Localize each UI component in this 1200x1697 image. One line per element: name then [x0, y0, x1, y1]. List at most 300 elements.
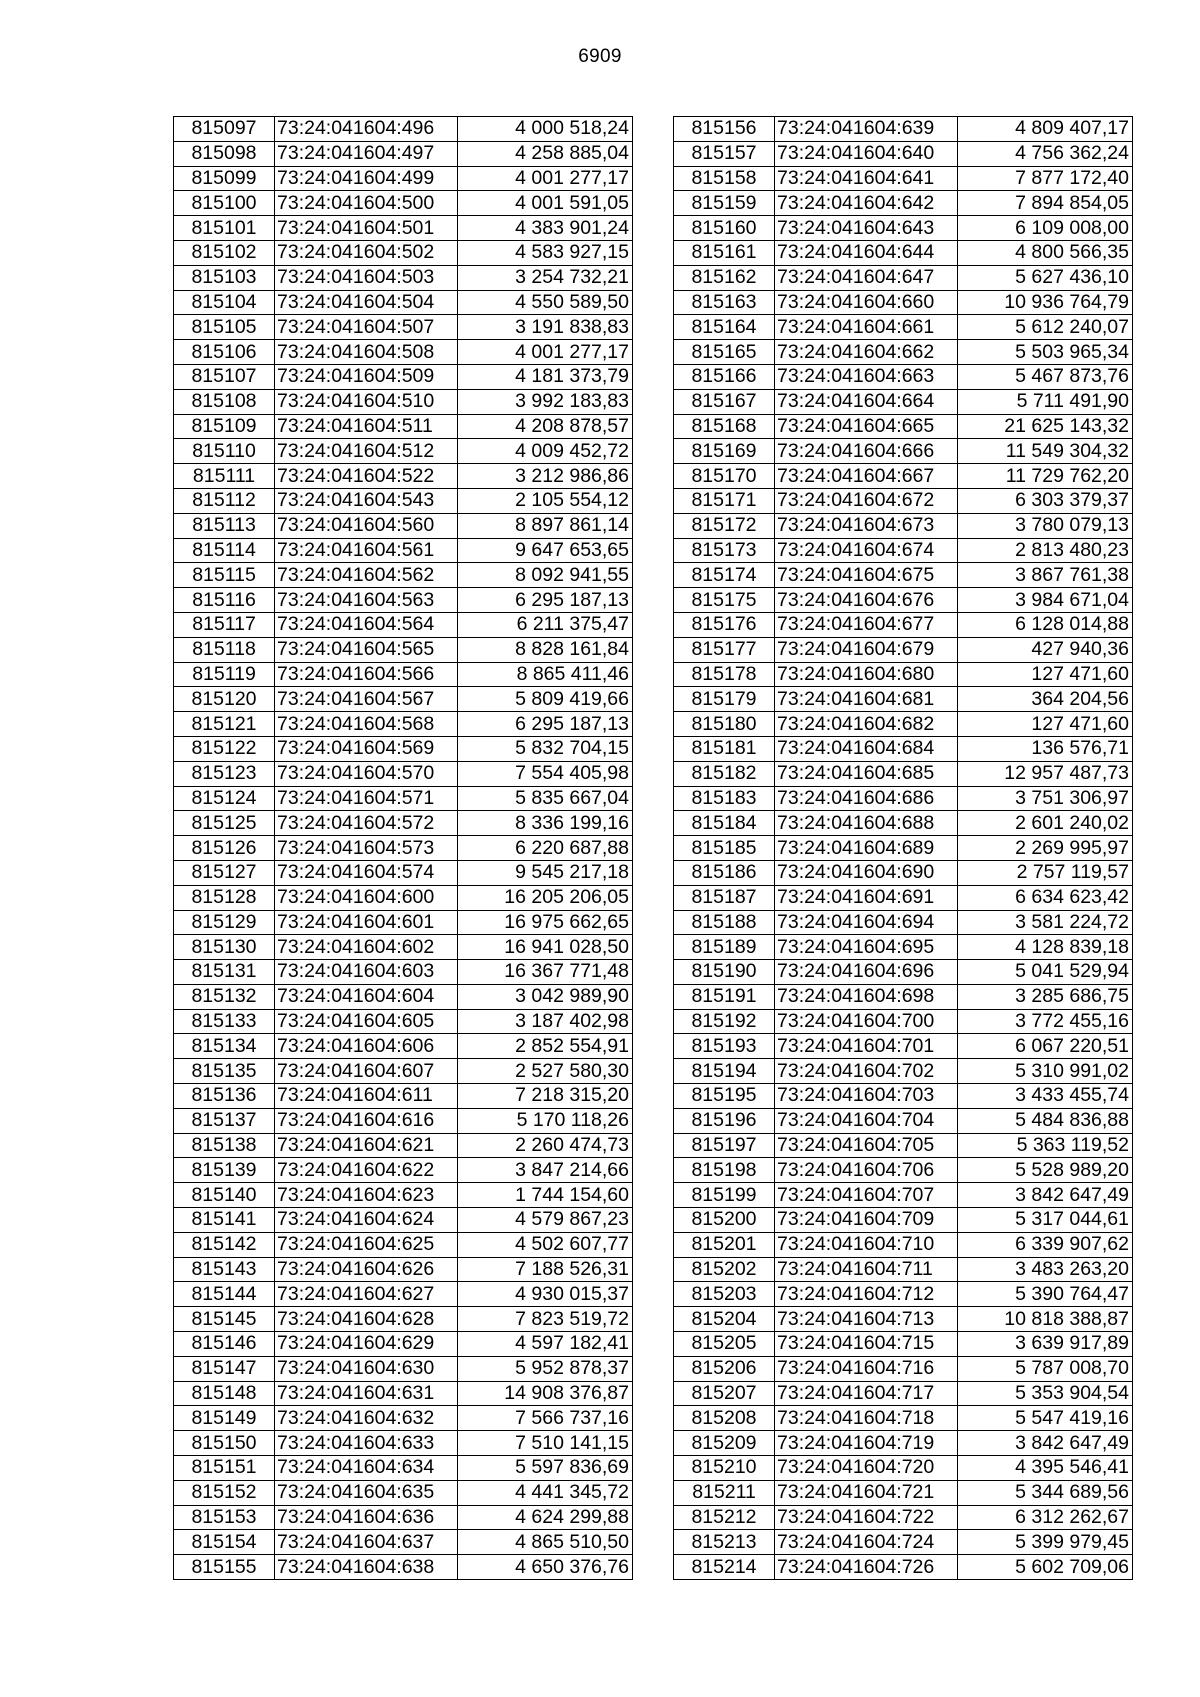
value-cell: 7 566 737,16	[458, 1406, 633, 1431]
table-row	[174, 1406, 633, 1431]
cadastral-number-cell: 73:24:041604:500	[275, 191, 458, 216]
record-number-cell: 815180	[674, 712, 775, 737]
value-cell: 4 597 182,41	[458, 1332, 633, 1357]
value-cell: 4 650 376,76	[458, 1555, 633, 1580]
record-number-cell: 815204	[674, 1307, 775, 1332]
table-row	[674, 1208, 1133, 1233]
cadastral-number-cell: 73:24:041604:574	[275, 860, 458, 885]
table-row	[174, 290, 633, 315]
value-cell: 6 339 907,62	[958, 1232, 1133, 1257]
table-row	[174, 1307, 633, 1332]
cadastral-number-cell: 73:24:041604:616	[275, 1108, 458, 1133]
value-cell: 5 390 764,47	[958, 1282, 1133, 1307]
cadastral-number-cell: 73:24:041604:702	[775, 1059, 958, 1084]
table-row	[174, 612, 633, 637]
record-number-cell: 815114	[174, 538, 275, 563]
value-cell: 7 510 141,15	[458, 1431, 633, 1456]
record-number-cell: 815197	[674, 1133, 775, 1158]
cadastral-number-cell: 73:24:041604:496	[275, 117, 458, 142]
record-number-cell: 815158	[674, 166, 775, 191]
table-row	[674, 637, 1133, 662]
table-row	[674, 340, 1133, 365]
table-row	[674, 1108, 1133, 1133]
cadastral-number-cell: 73:24:041604:675	[775, 563, 958, 588]
cadastral-number-cell: 73:24:041604:632	[275, 1406, 458, 1431]
record-number-cell: 815117	[174, 612, 275, 637]
table-row	[174, 439, 633, 464]
table-row	[174, 1332, 633, 1357]
value-cell: 5 399 979,45	[958, 1530, 1133, 1555]
record-number-cell: 815143	[174, 1257, 275, 1282]
value-cell: 3 187 402,98	[458, 1009, 633, 1034]
right-table-body	[674, 117, 1133, 1580]
record-number-cell: 815125	[174, 811, 275, 836]
cadastral-number-cell: 73:24:041604:710	[775, 1232, 958, 1257]
table-row	[674, 117, 1133, 142]
value-cell: 3 992 183,83	[458, 389, 633, 414]
value-cell: 7 823 519,72	[458, 1307, 633, 1332]
table-row	[174, 910, 633, 935]
value-cell: 8 092 941,55	[458, 563, 633, 588]
value-cell: 12 957 487,73	[958, 761, 1133, 786]
table-row	[674, 960, 1133, 985]
table-row	[674, 935, 1133, 960]
record-number-cell: 815148	[174, 1381, 275, 1406]
cadastral-number-cell: 73:24:041604:606	[275, 1034, 458, 1059]
value-cell: 2 260 474,73	[458, 1133, 633, 1158]
table-row	[674, 1456, 1133, 1481]
record-number-cell: 815184	[674, 811, 775, 836]
cadastral-number-cell: 73:24:041604:627	[275, 1282, 458, 1307]
table-row	[674, 563, 1133, 588]
record-number-cell: 815187	[674, 885, 775, 910]
record-number-cell: 815137	[174, 1108, 275, 1133]
record-number-cell: 815196	[674, 1108, 775, 1133]
cadastral-number-cell: 73:24:041604:639	[775, 117, 958, 142]
cadastral-number-cell: 73:24:041604:565	[275, 637, 458, 662]
value-cell: 5 787 008,70	[958, 1356, 1133, 1381]
table-row	[674, 1257, 1133, 1282]
value-cell: 5 832 704,15	[458, 736, 633, 761]
record-number-cell: 815171	[674, 488, 775, 513]
table-row	[174, 1232, 633, 1257]
record-number-cell: 815162	[674, 265, 775, 290]
record-number-cell: 815115	[174, 563, 275, 588]
cadastral-number-cell: 73:24:041604:684	[775, 736, 958, 761]
value-cell: 4 583 927,15	[458, 240, 633, 265]
record-number-cell: 815100	[174, 191, 275, 216]
cadastral-number-cell: 73:24:041604:677	[775, 612, 958, 637]
table-row	[674, 588, 1133, 613]
left-table-body	[174, 117, 633, 1580]
value-cell: 1 744 154,60	[458, 1183, 633, 1208]
record-number-cell: 815168	[674, 414, 775, 439]
record-number-cell: 815128	[174, 885, 275, 910]
value-cell: 6 634 623,42	[958, 885, 1133, 910]
cadastral-number-cell: 73:24:041604:647	[775, 265, 958, 290]
record-number-cell: 815123	[174, 761, 275, 786]
table-row	[674, 1282, 1133, 1307]
record-number-cell: 815144	[174, 1282, 275, 1307]
cadastral-number-cell: 73:24:041604:717	[775, 1381, 958, 1406]
record-number-cell: 815175	[674, 588, 775, 613]
cadastral-number-cell: 73:24:041604:641	[775, 166, 958, 191]
value-cell: 21 625 143,32	[958, 414, 1133, 439]
cadastral-number-cell: 73:24:041604:621	[275, 1133, 458, 1158]
cadastral-number-cell: 73:24:041604:713	[775, 1307, 958, 1332]
table-row	[674, 1307, 1133, 1332]
value-cell: 8 336 199,16	[458, 811, 633, 836]
value-cell: 3 433 455,74	[958, 1084, 1133, 1109]
cadastral-number-cell: 73:24:041604:502	[275, 240, 458, 265]
cadastral-number-cell: 73:24:041604:666	[775, 439, 958, 464]
table-row	[674, 166, 1133, 191]
table-row	[174, 1505, 633, 1530]
table-row	[674, 1034, 1133, 1059]
value-cell: 4 930 015,37	[458, 1282, 633, 1307]
right-registry-table	[673, 116, 1133, 1580]
record-number-cell: 815141	[174, 1208, 275, 1233]
table-row	[174, 1356, 633, 1381]
record-number-cell: 815132	[174, 984, 275, 1009]
record-number-cell: 815185	[674, 836, 775, 861]
record-number-cell: 815133	[174, 1009, 275, 1034]
record-number-cell: 815098	[174, 141, 275, 166]
table-row	[674, 612, 1133, 637]
record-number-cell: 815113	[174, 513, 275, 538]
cadastral-number-cell: 73:24:041604:663	[775, 364, 958, 389]
value-cell: 6 303 379,37	[958, 488, 1133, 513]
table-row	[674, 662, 1133, 687]
record-number-cell: 815163	[674, 290, 775, 315]
value-cell: 3 285 686,75	[958, 984, 1133, 1009]
cadastral-number-cell: 73:24:041604:721	[775, 1480, 958, 1505]
table-row	[174, 588, 633, 613]
record-number-cell: 815177	[674, 637, 775, 662]
record-number-cell: 815179	[674, 687, 775, 712]
record-number-cell: 815140	[174, 1183, 275, 1208]
record-number-cell: 815186	[674, 860, 775, 885]
cadastral-number-cell: 73:24:041604:715	[775, 1332, 958, 1357]
value-cell: 5 353 904,54	[958, 1381, 1133, 1406]
value-cell: 5 310 991,02	[958, 1059, 1133, 1084]
record-number-cell: 815206	[674, 1356, 775, 1381]
cadastral-number-cell: 73:24:041604:688	[775, 811, 958, 836]
value-cell: 5 484 836,88	[958, 1108, 1133, 1133]
table-row	[174, 265, 633, 290]
cadastral-number-cell: 73:24:041604:623	[275, 1183, 458, 1208]
table-row	[674, 265, 1133, 290]
table-row	[174, 563, 633, 588]
record-number-cell: 815190	[674, 960, 775, 985]
record-number-cell: 815207	[674, 1381, 775, 1406]
value-cell: 6 295 187,13	[458, 712, 633, 737]
cadastral-number-cell: 73:24:041604:691	[775, 885, 958, 910]
table-row	[174, 935, 633, 960]
table-row	[174, 488, 633, 513]
value-cell: 5 503 965,34	[958, 340, 1133, 365]
table-row	[174, 1108, 633, 1133]
cadastral-number-cell: 73:24:041604:667	[775, 464, 958, 489]
cadastral-number-cell: 73:24:041604:726	[775, 1555, 958, 1580]
value-cell: 3 191 838,83	[458, 315, 633, 340]
value-cell: 16 205 206,05	[458, 885, 633, 910]
value-cell: 4 208 878,57	[458, 414, 633, 439]
table-row	[674, 1183, 1133, 1208]
cadastral-number-cell: 73:24:041604:511	[275, 414, 458, 439]
cadastral-number-cell: 73:24:041604:605	[275, 1009, 458, 1034]
record-number-cell: 815205	[674, 1332, 775, 1357]
cadastral-number-cell: 73:24:041604:718	[775, 1406, 958, 1431]
value-cell: 3 212 986,86	[458, 464, 633, 489]
cadastral-number-cell: 73:24:041604:679	[775, 637, 958, 662]
table-row	[174, 960, 633, 985]
cadastral-number-cell: 73:24:041604:629	[275, 1332, 458, 1357]
cadastral-number-cell: 73:24:041604:626	[275, 1257, 458, 1282]
table-row	[674, 712, 1133, 737]
cadastral-number-cell: 73:24:041604:572	[275, 811, 458, 836]
table-row	[174, 860, 633, 885]
record-number-cell: 815212	[674, 1505, 775, 1530]
cadastral-number-cell: 73:24:041604:642	[775, 191, 958, 216]
record-number-cell: 815124	[174, 786, 275, 811]
value-cell: 4 001 591,05	[458, 191, 633, 216]
record-number-cell: 815118	[174, 637, 275, 662]
cadastral-number-cell: 73:24:041604:672	[775, 488, 958, 513]
table-row	[674, 1555, 1133, 1580]
value-cell: 2 105 554,12	[458, 488, 633, 513]
cadastral-number-cell: 73:24:041604:510	[275, 389, 458, 414]
cadastral-number-cell: 73:24:041604:607	[275, 1059, 458, 1084]
value-cell: 427 940,36	[958, 637, 1133, 662]
table-row	[674, 389, 1133, 414]
value-cell: 4 865 510,50	[458, 1530, 633, 1555]
table-row	[674, 1406, 1133, 1431]
cadastral-number-cell: 73:24:041604:568	[275, 712, 458, 737]
cadastral-number-cell: 73:24:041604:635	[275, 1480, 458, 1505]
record-number-cell: 815159	[674, 191, 775, 216]
table-row	[674, 885, 1133, 910]
record-number-cell: 815153	[174, 1505, 275, 1530]
record-number-cell: 815167	[674, 389, 775, 414]
record-number-cell: 815135	[174, 1059, 275, 1084]
value-cell: 3 780 079,13	[958, 513, 1133, 538]
value-cell: 4 000 518,24	[458, 117, 633, 142]
value-cell: 5 952 878,37	[458, 1356, 633, 1381]
record-number-cell: 815108	[174, 389, 275, 414]
value-cell: 5 711 491,90	[958, 389, 1133, 414]
table-row	[174, 216, 633, 241]
value-cell: 8 828 161,84	[458, 637, 633, 662]
table-row	[174, 117, 633, 142]
value-cell: 5 612 240,07	[958, 315, 1133, 340]
table-row	[674, 1009, 1133, 1034]
cadastral-number-cell: 73:24:041604:664	[775, 389, 958, 414]
cadastral-number-cell: 73:24:041604:604	[275, 984, 458, 1009]
table-row	[174, 687, 633, 712]
record-number-cell: 815210	[674, 1456, 775, 1481]
value-cell: 4 441 345,72	[458, 1480, 633, 1505]
value-cell: 8 897 861,14	[458, 513, 633, 538]
value-cell: 4 395 546,41	[958, 1456, 1133, 1481]
value-cell: 6 312 262,67	[958, 1505, 1133, 1530]
cadastral-number-cell: 73:24:041604:543	[275, 488, 458, 513]
value-cell: 11 549 304,32	[958, 439, 1133, 464]
record-number-cell: 815188	[674, 910, 775, 935]
cadastral-number-cell: 73:24:041604:662	[775, 340, 958, 365]
table-row	[674, 786, 1133, 811]
record-number-cell: 815103	[174, 265, 275, 290]
table-row	[674, 687, 1133, 712]
record-number-cell: 815169	[674, 439, 775, 464]
record-number-cell: 815198	[674, 1158, 775, 1183]
record-number-cell: 815122	[174, 736, 275, 761]
cadastral-number-cell: 73:24:041604:703	[775, 1084, 958, 1109]
cadastral-number-cell: 73:24:041604:724	[775, 1530, 958, 1555]
value-cell: 5 835 667,04	[458, 786, 633, 811]
table-row	[674, 984, 1133, 1009]
cadastral-number-cell: 73:24:041604:504	[275, 290, 458, 315]
record-number-cell: 815101	[174, 216, 275, 241]
table-row	[174, 1183, 633, 1208]
value-cell: 3 254 732,21	[458, 265, 633, 290]
record-number-cell: 815195	[674, 1084, 775, 1109]
cadastral-number-cell: 73:24:041604:509	[275, 364, 458, 389]
cadastral-number-cell: 73:24:041604:719	[775, 1431, 958, 1456]
cadastral-number-cell: 73:24:041604:564	[275, 612, 458, 637]
cadastral-number-cell: 73:24:041604:696	[775, 960, 958, 985]
record-number-cell: 815127	[174, 860, 275, 885]
cadastral-number-cell: 73:24:041604:712	[775, 1282, 958, 1307]
table-row	[174, 1158, 633, 1183]
table-row	[674, 1530, 1133, 1555]
record-number-cell: 815208	[674, 1406, 775, 1431]
value-cell: 4 579 867,23	[458, 1208, 633, 1233]
value-cell: 127 471,60	[958, 662, 1133, 687]
value-cell: 2 813 480,23	[958, 538, 1133, 563]
value-cell: 2 601 240,02	[958, 811, 1133, 836]
value-cell: 364 204,56	[958, 687, 1133, 712]
table-row	[174, 1034, 633, 1059]
value-cell: 5 344 689,56	[958, 1480, 1133, 1505]
record-number-cell: 815200	[674, 1208, 775, 1233]
table-row	[674, 1480, 1133, 1505]
record-number-cell: 815142	[174, 1232, 275, 1257]
value-cell: 16 367 771,48	[458, 960, 633, 985]
cadastral-number-cell: 73:24:041604:637	[275, 1530, 458, 1555]
record-number-cell: 815213	[674, 1530, 775, 1555]
cadastral-number-cell: 73:24:041604:695	[775, 935, 958, 960]
cadastral-number-cell: 73:24:041604:628	[275, 1307, 458, 1332]
table-row	[674, 216, 1133, 241]
cadastral-number-cell: 73:24:041604:682	[775, 712, 958, 737]
record-number-cell: 815131	[174, 960, 275, 985]
cadastral-number-cell: 73:24:041604:501	[275, 216, 458, 241]
table-row	[674, 1505, 1133, 1530]
table-row	[674, 1332, 1133, 1357]
table-row	[174, 1133, 633, 1158]
value-cell: 5 528 989,20	[958, 1158, 1133, 1183]
table-row	[674, 860, 1133, 885]
record-number-cell: 815150	[174, 1431, 275, 1456]
table-row	[174, 984, 633, 1009]
record-number-cell: 815102	[174, 240, 275, 265]
cadastral-number-cell: 73:24:041604:689	[775, 836, 958, 861]
value-cell: 2 852 554,91	[458, 1034, 633, 1059]
cadastral-number-cell: 73:24:041604:638	[275, 1555, 458, 1580]
value-cell: 7 894 854,05	[958, 191, 1133, 216]
table-row	[674, 191, 1133, 216]
record-number-cell: 815189	[674, 935, 775, 960]
record-number-cell: 815164	[674, 315, 775, 340]
record-number-cell: 815191	[674, 984, 775, 1009]
value-cell: 6 220 687,88	[458, 836, 633, 861]
record-number-cell: 815104	[174, 290, 275, 315]
record-number-cell: 815178	[674, 662, 775, 687]
table-row	[674, 464, 1133, 489]
table-row	[674, 1232, 1133, 1257]
cadastral-number-cell: 73:24:041604:690	[775, 860, 958, 885]
table-row	[674, 1356, 1133, 1381]
table-row	[674, 1133, 1133, 1158]
table-row	[174, 141, 633, 166]
cadastral-number-cell: 73:24:041604:705	[775, 1133, 958, 1158]
record-number-cell: 815099	[174, 166, 275, 191]
table-row	[174, 240, 633, 265]
cadastral-number-cell: 73:24:041604:709	[775, 1208, 958, 1233]
cadastral-number-cell: 73:24:041604:661	[775, 315, 958, 340]
value-cell: 7 188 526,31	[458, 1257, 633, 1282]
table-row	[174, 1381, 633, 1406]
cadastral-number-cell: 73:24:041604:601	[275, 910, 458, 935]
record-number-cell: 815165	[674, 340, 775, 365]
cadastral-number-cell: 73:24:041604:497	[275, 141, 458, 166]
table-row	[174, 389, 633, 414]
value-cell: 6 109 008,00	[958, 216, 1133, 241]
table-row	[674, 811, 1133, 836]
record-number-cell: 815110	[174, 439, 275, 464]
table-row	[674, 910, 1133, 935]
table-row	[674, 1059, 1133, 1084]
cadastral-number-cell: 73:24:041604:631	[275, 1381, 458, 1406]
value-cell: 5 363 119,52	[958, 1133, 1133, 1158]
table-row	[174, 1282, 633, 1307]
cadastral-number-cell: 73:24:041604:674	[775, 538, 958, 563]
record-number-cell: 815157	[674, 141, 775, 166]
record-number-cell: 815172	[674, 513, 775, 538]
value-cell: 4 181 373,79	[458, 364, 633, 389]
value-cell: 3 639 917,89	[958, 1332, 1133, 1357]
left-registry-table	[173, 116, 633, 1580]
cadastral-number-cell: 73:24:041604:640	[775, 141, 958, 166]
table-row	[674, 315, 1133, 340]
record-number-cell: 815105	[174, 315, 275, 340]
value-cell: 4 809 407,17	[958, 117, 1133, 142]
value-cell: 4 383 901,24	[458, 216, 633, 241]
cadastral-number-cell: 73:24:041604:681	[775, 687, 958, 712]
record-number-cell: 815106	[174, 340, 275, 365]
table-row	[174, 736, 633, 761]
value-cell: 9 545 217,18	[458, 860, 633, 885]
record-number-cell: 815192	[674, 1009, 775, 1034]
value-cell: 16 941 028,50	[458, 935, 633, 960]
cadastral-number-cell: 73:24:041604:603	[275, 960, 458, 985]
cadastral-number-cell: 73:24:041604:720	[775, 1456, 958, 1481]
cadastral-number-cell: 73:24:041604:503	[275, 265, 458, 290]
table-row	[174, 637, 633, 662]
value-cell: 4 258 885,04	[458, 141, 633, 166]
record-number-cell: 815129	[174, 910, 275, 935]
